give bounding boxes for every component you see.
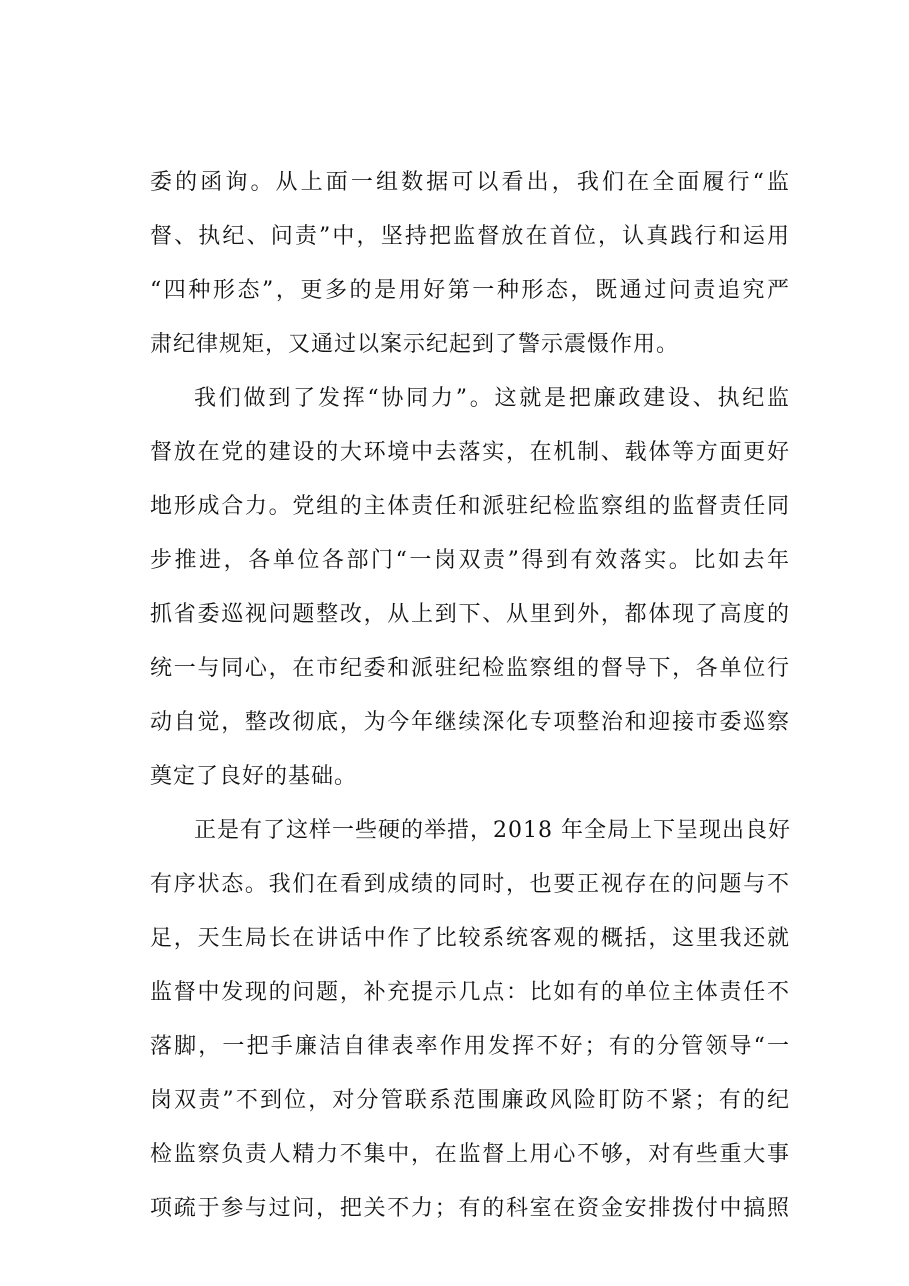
p2-line-7: 动自觉，整改彻底，为今年继续深化专项整治和迎接市委巡察 bbox=[150, 710, 790, 735]
p3-line-3: 足，天生局长在讲话中作了比较系统客观的概括，这里我还就 bbox=[150, 926, 790, 951]
p3-line-5: 落脚，一把手廉洁自律表率作用发挥不好；有的分管领导“一 bbox=[150, 1034, 790, 1059]
p3-line-1: 正是有了这样一些硬的举措，2018 年全局上下呈现出良好 bbox=[194, 818, 791, 843]
p1-line-3: “四种形态”，更多的是用好第一种形态，既通过问责追究严 bbox=[150, 278, 790, 303]
p3-line-2: 有序状态。我们在看到成绩的同时，也要正视存在的问题与不 bbox=[150, 872, 790, 897]
p3-line-8: 项疏于参与过问，把关不力；有的科室在资金安排拨付中搞照 bbox=[150, 1196, 790, 1221]
p2-line-4: 步推进，各单位各部门“一岗双责”得到有效落实。比如去年 bbox=[150, 548, 790, 573]
p2-line-8: 奠定了良好的基础。 bbox=[150, 764, 358, 789]
p1-line-4: 肃纪律规矩，又通过以案示纪起到了警示震慑作用。 bbox=[150, 332, 680, 357]
p2-line-2: 督放在党的建设的大环境中去落实，在机制、载体等方面更好 bbox=[150, 440, 790, 465]
p3-line-6: 岗双责”不到位，对分管联系范围廉政风险盯防不紧；有的纪 bbox=[150, 1088, 790, 1113]
p2-line-1: 我们做到了发挥“协同力”。这就是把廉政建设、执纪监 bbox=[194, 386, 790, 411]
p1-line-1: 委的函询。从上面一组数据可以看出，我们在全面履行“监 bbox=[150, 170, 790, 195]
p2-line-3: 地形成合力。党组的主体责任和派驻纪检监察组的监督责任同 bbox=[150, 494, 790, 519]
p2-line-5: 抓省委巡视问题整改，从上到下、从里到外，都体现了高度的 bbox=[150, 602, 790, 627]
p2-line-6: 统一与同心，在市纪委和派驻纪检监察组的督导下，各单位行 bbox=[150, 656, 790, 681]
p3-line-4: 监督中发现的问题，补充提示几点：比如有的单位主体责任不 bbox=[150, 980, 790, 1005]
p3-line-7: 检监察负责人精力不集中，在监督上用心不够，对有些重大事 bbox=[150, 1142, 790, 1167]
p1-line-2: 督、执纪、问责”中，坚持把监督放在首位，认真践行和运用 bbox=[150, 224, 790, 249]
